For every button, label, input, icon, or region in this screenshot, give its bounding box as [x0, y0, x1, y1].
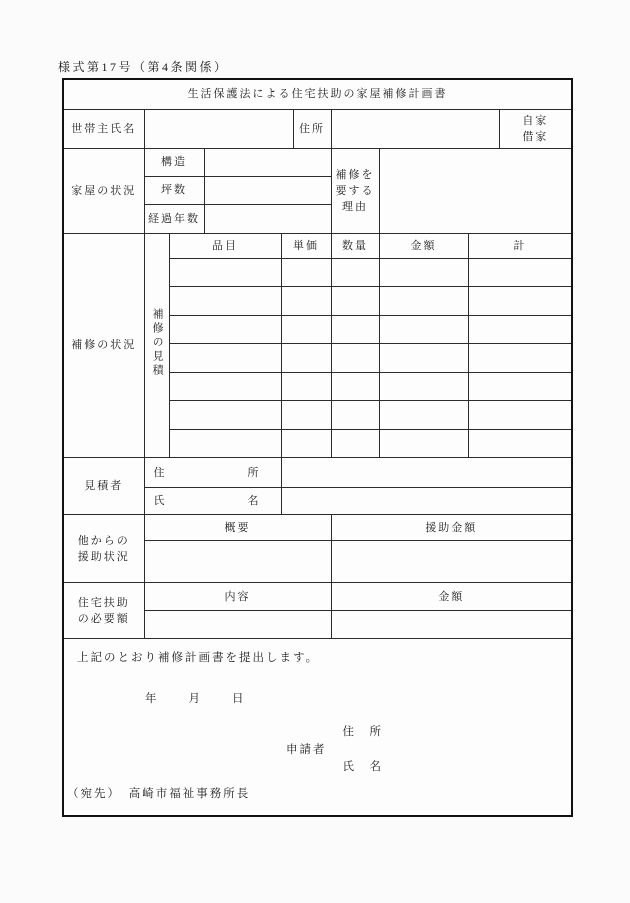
addressee-line: （宛先） 高崎市福祉事務所長 [67, 788, 251, 800]
estimate-unit-price-cell [281, 315, 331, 344]
estimate-quantity-cell [331, 344, 379, 373]
housing-need-label-line: の必要額 [77, 612, 130, 625]
need-amount-header: 金額 [331, 583, 572, 611]
other-support-label [63, 515, 144, 583]
estimate-amount-cell [379, 429, 468, 458]
support-summary-input-cell [144, 541, 331, 583]
estimator-name-input-cell [281, 488, 572, 515]
householder-name-input-cell [144, 109, 293, 148]
estimator-name-label [144, 488, 281, 515]
estimate-quantity-cell [331, 429, 379, 458]
estimate-quantity-cell [331, 401, 379, 430]
repair-plan-form [62, 78, 573, 817]
estimate-amount-cell [379, 344, 468, 373]
estimate-quantity-cell [331, 372, 379, 401]
estimate-unit-price-cell [281, 344, 331, 373]
date-line [145, 691, 246, 707]
repair-reason-line: 補修を [335, 168, 375, 181]
estimate-unit-price-cell [281, 258, 331, 287]
repair-reason-line: 要する [335, 184, 375, 197]
repair-reason-input-cell [379, 148, 572, 233]
form-number-heading: 様式第17号（第4条関係） [58, 60, 229, 74]
submit-statement: 上記のとおり補修計画書を提出します。 [77, 652, 320, 664]
year-label: 年 [145, 693, 159, 705]
estimate-unit-price-cell [281, 401, 331, 430]
estimate-item-cell [169, 429, 281, 458]
estimate-unit-price-cell [281, 372, 331, 401]
applicant-name-label: 氏 名 [342, 761, 383, 773]
estimate-item-cell [169, 287, 281, 316]
need-detail-input-cell [144, 611, 331, 639]
house-condition-label: 家屋の状況 [63, 148, 144, 233]
day-label: 日 [232, 693, 246, 705]
structure-input-cell [204, 148, 331, 176]
estimate-unit-price-cell [281, 429, 331, 458]
support-summary-header: 概要 [144, 515, 331, 541]
footer-cell [63, 639, 572, 816]
estimate-vertical-label-text: 補修の見積 [151, 307, 164, 378]
repair-reason-label [331, 148, 379, 233]
estimate-col-item: 品目 [169, 233, 281, 258]
address-label: 住所 [293, 109, 331, 148]
estimate-amount-cell [379, 372, 468, 401]
area-input-cell [204, 176, 331, 204]
need-detail-header: 内容 [144, 583, 331, 611]
estimator-name-label-last: 名 [247, 495, 261, 507]
address-input-cell [331, 109, 499, 148]
estimate-col-quantity: 数量 [331, 233, 379, 258]
estimate-item-cell [169, 401, 281, 430]
estimate-col-unit-price: 単価 [281, 233, 331, 258]
estimate-item-cell [169, 315, 281, 344]
applicant-label: 申請者 [286, 743, 327, 756]
estimate-amount-cell [379, 315, 468, 344]
housing-need-label [63, 583, 144, 639]
support-amount-header: 援助金額 [331, 515, 572, 541]
tenure-own-label: 自家 [522, 114, 549, 127]
estimate-col-total: 計 [468, 233, 572, 258]
applicant-block [286, 724, 383, 775]
estimate-unit-price-cell [281, 287, 331, 316]
support-amount-input-cell [331, 541, 572, 583]
area-label: 坪数 [144, 176, 204, 204]
age-input-cell [204, 204, 331, 233]
estimate-amount-cell [379, 287, 468, 316]
estimator-label: 見積者 [63, 458, 144, 515]
form-title: 生活保護法による住宅扶助の家屋補修計画書 [63, 79, 572, 109]
need-amount-input-cell [331, 611, 572, 639]
estimate-item-cell [169, 372, 281, 401]
estimate-item-cell [169, 258, 281, 287]
estimate-quantity-cell [331, 315, 379, 344]
applicant-address-label: 住 所 [342, 726, 383, 738]
estimate-quantity-cell [331, 258, 379, 287]
repair-reason-line: 理由 [342, 200, 368, 213]
estimator-address-label-last: 所 [247, 466, 261, 479]
estimator-address-label [144, 458, 281, 488]
householder-label: 世帯主氏名 [63, 109, 144, 148]
repair-status-label: 補修の状況 [63, 233, 144, 458]
estimate-total-cell [468, 344, 572, 373]
housing-need-label-line: 住宅扶助 [77, 596, 130, 609]
age-label: 経過年数 [144, 204, 204, 233]
estimate-amount-cell [379, 258, 468, 287]
estimate-amount-cell [379, 401, 468, 430]
month-label: 月 [188, 693, 202, 705]
estimate-col-amount: 金額 [379, 233, 468, 258]
structure-label: 構造 [144, 148, 204, 176]
other-support-label-line: 他からの [77, 534, 130, 547]
tenure-cell [499, 109, 572, 148]
estimator-address-label-first: 住 [153, 466, 167, 479]
estimate-quantity-cell [331, 287, 379, 316]
estimate-total-cell [468, 258, 572, 287]
estimate-total-cell [468, 401, 572, 430]
estimate-total-cell [468, 287, 572, 316]
other-support-label-line: 援助状況 [77, 550, 130, 563]
estimator-address-input-cell [281, 458, 572, 488]
estimate-total-cell [468, 372, 572, 401]
estimate-total-cell [468, 315, 572, 344]
estimator-name-label-first: 氏 [153, 495, 167, 507]
estimate-total-cell [468, 429, 572, 458]
tenure-rent-label: 借家 [522, 130, 549, 143]
estimate-vertical-label [144, 233, 169, 458]
estimate-item-cell [169, 344, 281, 373]
